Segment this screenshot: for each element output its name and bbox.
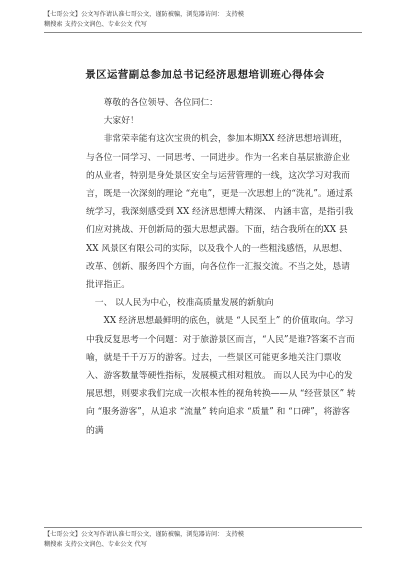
section-heading-1: 一、 以人民为中心，校准高质量发展的新航向 [94,298,274,309]
greeting: 尊敬的各位领导、各位同仁： [103,98,218,108]
header-line-1: 【七哥公文】公文写作请认准七哥公文，谨防被骗，浏览器访问： 支持模 [44,11,244,18]
document-title: 景区运营副总参加总书记经济思想培训班心得体会 [85,69,325,81]
footer-line-2: 糊搜索 支持公文润色、专业公文 代写 [44,541,147,548]
paragraph-2: XX 经济思想最鲜明的底色，就是 “人民至上” 的价值取向。学习中我反复思考一个问题：对于旅游景区而言，“人民”是谁?答案不言而喻，就是千千万万的游客。过去，一些景区可能更多地关注门票收入、游客数量等硬性指标，发展模式相对粗放。 而以人民为中心的发展思想，则要求我们完成一次根本性的视角转换——从 “经营景区” 转向 “服务游客”，从追求 “流量” 转向追求 “质量” 和 “口碑”，将游客的满 [86,316,356,436]
page-footer [44,527,374,550]
paragraph-1: 非常荣幸能有这次宝贵的机会，参加本期XX 经济思想培训班，与各位一同学习、一同思考、一同进步。作为一名来自基层旅游企业的从业者，特别是身处景区安全与运营管理的一线，这次学习对我而言，既是一次深刻的理论 “充电”，更是一次思想上的“洗礼”。通过系统学习，我深刻感受到 XX 经济思想博大精深、 内涵丰富，是指引我们应对挑战、开创新局的强大思想武器。下面，结合我所在的XX 县 XX 风景区有限公司的实际，以及我个人的一些粗浅感悟，从思想、改革、创新、服务四个方面，向各位作一汇报交流。不当之处，恳请批评指正。 [86,134,354,291]
footer-divider [44,527,362,528]
header-line-2: 糊搜索 支持公文润色、专业公文 代写 [44,21,147,28]
page-header [44,10,374,33]
header-divider [44,32,362,33]
footer-line-1: 【七哥公文】公文写作请认准七哥公文，谨防被骗，浏览器访问： 支持模 [44,531,244,538]
document-body [86,94,356,440]
salutation: 大家好！ [103,116,139,127]
